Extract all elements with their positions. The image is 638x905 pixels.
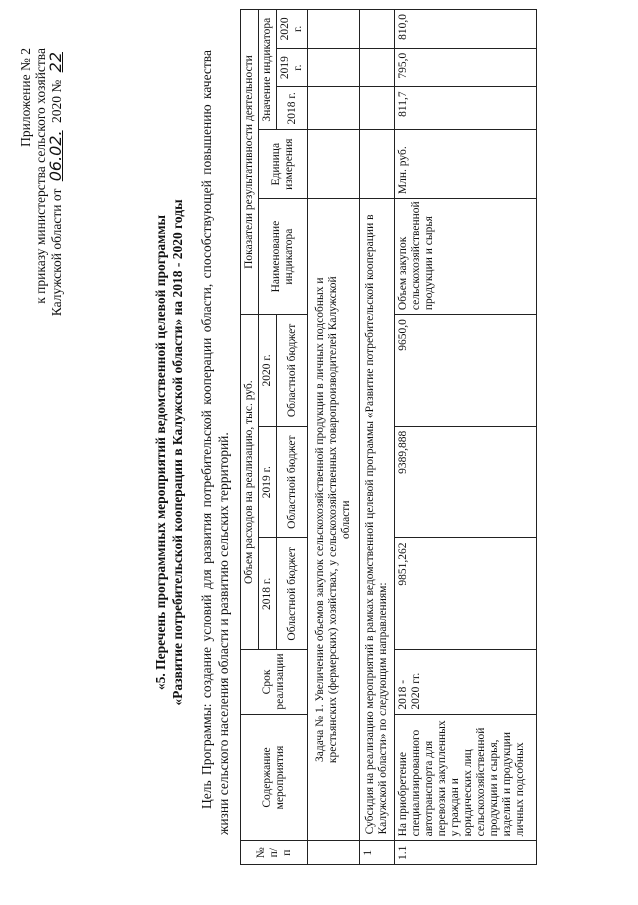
header-row-1: [241, 10, 259, 865]
task-row: [308, 10, 360, 865]
row-1-1-value-2020: 810,0: [395, 10, 537, 49]
number-sign: №: [49, 79, 64, 93]
row-1-1-indicator-name: Объем закупок сельскохозяйственной продукции и сырья: [395, 199, 537, 315]
appendix-header: [18, 48, 64, 316]
value-2018-header: 2018 г.: [277, 87, 308, 130]
indicator-unit-header: Единица измерения: [259, 130, 308, 199]
row-1: [360, 10, 395, 865]
row-1-1-budget-2018: 9851,262: [395, 538, 537, 650]
appendix-label: Приложение № 2: [18, 48, 33, 147]
col-term-header: Срок реализации: [241, 650, 308, 714]
document-title: [152, 0, 186, 905]
row-1-1-budget-2020: 9650,0: [395, 315, 537, 427]
col-indicators-header: Показатели результативности деятельности: [241, 10, 259, 315]
order-date-line: Калужской области от 06.02. 2020 № 22: [48, 48, 64, 316]
col-volume-header: Объем расходов на реализацию, тыс. руб.: [241, 315, 259, 650]
budget-2020-header: Областной бюджет: [277, 315, 308, 427]
budget-2018-header: Областной бюджет: [277, 538, 308, 650]
row-1-1-num: 1.1: [395, 841, 537, 865]
indicator-value-header: Значение индикатора: [259, 10, 277, 130]
program-goal: Цель Программы: создание условий для развития потребительской кооперации области, способствующей повышению качества жизни сельского населения области и развитию сельских территорий.: [199, 50, 231, 835]
row-1-text: Субсидия на реализацию мероприятий в рамках ведомственной целевой программы «Развитие потребительской кооперации в Калужской области» по следующим направлениям:: [360, 199, 395, 841]
row-1-1-content: На приобретение специализированного автотранспорта для перевозки закупленных у граждан и юридических лиц сельскохозяйственной продукции и сырья, изделий и продукции личных подсобных: [395, 714, 537, 841]
row-1-num: 1: [360, 841, 395, 865]
value-2020-header: 2020 г.: [277, 10, 308, 49]
handwritten-number: 22: [46, 52, 65, 73]
row-1-1-value-2019: 795,0: [395, 48, 537, 87]
order-year: 2020: [49, 96, 64, 123]
order-label: к приказу министерства сельского хозяйства: [33, 48, 48, 304]
row-1-1-value-2018: 811,7: [395, 87, 537, 130]
row-1-1: [395, 10, 537, 865]
row-1-1-term: 2018 - 2020 гг.: [395, 650, 537, 714]
col-num-header: № п/п: [241, 841, 308, 865]
handwritten-date: 06.02.: [46, 130, 65, 182]
task-text: Задача № 1. Увеличение объемов закупок сельскохозяйственной продукции в личных подсобных и крестьянских (фермерских) хозяйствах, у сельскохозяйственных товаропроизводителей Калужской области: [308, 199, 360, 841]
row-1-1-budget-2019: 9389,888: [395, 426, 537, 538]
title-line-1: «5. Перечень программных мероприятий ведомственной целевой программы: [153, 214, 168, 691]
col-content-header: Содержание мероприятия: [241, 714, 308, 841]
value-2019-header: 2019 г.: [277, 48, 308, 87]
row-1-1-indicator-unit: Млн. руб.: [395, 130, 537, 199]
measures-table: [240, 9, 537, 865]
year-2020-header: 2020 г.: [259, 315, 277, 427]
year-2019-header: 2019 г.: [259, 426, 277, 538]
title-line-2: «Развитие потребительской кооперации в Калужской области» на 2018 - 2020 годы: [170, 199, 185, 706]
year-2018-header: 2018 г.: [259, 538, 277, 650]
indicator-name-header: Наименование индикатора: [259, 199, 308, 315]
budget-2019-header: Областной бюджет: [277, 426, 308, 538]
